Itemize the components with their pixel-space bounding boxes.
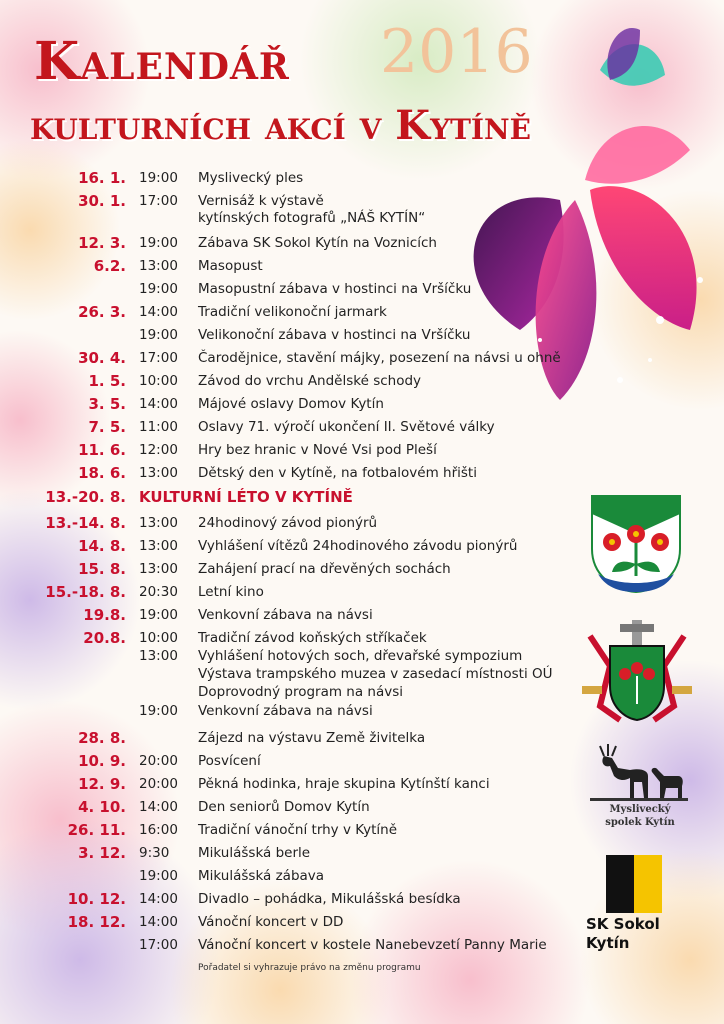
- event-time: 14:00: [139, 914, 178, 930]
- event-description: Myslivecký ples: [198, 170, 304, 186]
- event-time: 10:00: [139, 630, 178, 646]
- event-description: Dětský den v Kytíně, na fotbalovém hřišti: [198, 465, 477, 481]
- event-date: 14. 8.: [78, 537, 126, 555]
- event-description: Zájezd na výstavu Země živitelka: [198, 730, 426, 746]
- event-date: 4. 10.: [78, 798, 126, 816]
- event-description: Venkovní zábava na návsi: [198, 703, 373, 719]
- event-date: 13.-14. 8.: [45, 514, 126, 532]
- event-description: Doprovodný program na návsi: [198, 684, 404, 700]
- event-date: 30. 1.: [78, 192, 126, 210]
- event-date: 30. 4.: [78, 349, 126, 367]
- event-time: 17:00: [139, 350, 178, 366]
- hunters-club-name: [598, 803, 682, 829]
- event-description: Masopust: [198, 258, 263, 274]
- event-date: 18. 6.: [78, 464, 126, 482]
- event-description: Vánoční koncert v kostele Nanebevzetí Panny Marie: [198, 937, 547, 953]
- hunters-line2: spolek Kytín: [605, 817, 675, 828]
- event-time: 11:00: [139, 419, 178, 435]
- event-time: 13:00: [139, 258, 178, 274]
- event-time: 13:00: [139, 648, 178, 664]
- event-date: 20.8.: [83, 629, 126, 647]
- event-date: 10. 9.: [78, 752, 126, 770]
- event-date: 1. 5.: [88, 372, 126, 390]
- title-year: 2016: [380, 17, 533, 87]
- firefighters-emblem-icon: [580, 616, 694, 726]
- event-description: Hry bez hranic v Nové Vsi pod Pleší: [198, 442, 437, 458]
- sokol-line2: Kytín: [586, 934, 630, 952]
- deer-icon: [590, 742, 688, 802]
- event-description: Venkovní zábava na návsi: [198, 607, 373, 623]
- event-description: Vyhlášení vítězů 24hodinového závodu pionýrů: [198, 538, 518, 554]
- event-description: Výstava trampského muzea v zasedací místnosti OÚ: [198, 666, 553, 682]
- event-time: 20:00: [139, 776, 178, 792]
- event-description: Vernisáž k výstavě: [198, 193, 324, 209]
- event-description: Májové oslavy Domov Kytín: [198, 396, 384, 412]
- event-date: 7. 5.: [88, 418, 126, 436]
- event-time: 13:00: [139, 538, 178, 554]
- event-time: 13:00: [139, 515, 178, 531]
- event-description: Oslavy 71. výročí ukončení II. Světové války: [198, 419, 495, 435]
- event-time: 16:00: [139, 822, 178, 838]
- event-description: Masopustní zábava v hostinci na Vršíčku: [198, 281, 472, 297]
- event-time: 19:00: [139, 607, 178, 623]
- event-time: 19:00: [139, 703, 178, 719]
- summer-label: KULTURNÍ LÉTO V KYTÍNĚ: [139, 488, 353, 506]
- event-time: 19:00: [139, 281, 178, 297]
- event-description: 24hodinový závod pionýrů: [198, 515, 378, 531]
- event-description: Divadlo – pohádka, Mikulášská besídka: [198, 891, 461, 907]
- event-time: 10:00: [139, 373, 178, 389]
- disclaimer-note: Pořadatel si vyhrazuje právo na změnu programu: [198, 963, 421, 973]
- event-description: Velikonoční zábava v hostinci na Vršíčku: [198, 327, 471, 343]
- event-description: Tradiční vánoční trhy v Kytíně: [198, 822, 398, 838]
- event-time: 13:00: [139, 561, 178, 577]
- event-description: Vyhlášení hotových soch, dřevařské sympozium: [198, 648, 523, 664]
- event-date: 16. 1.: [78, 169, 126, 187]
- event-time: 14:00: [139, 891, 178, 907]
- event-description: Tradiční závod koňských stříkaček: [198, 630, 427, 646]
- event-time: 14:00: [139, 799, 178, 815]
- event-date: 3. 12.: [78, 844, 126, 862]
- event-description: Tradiční velikonoční jarmark: [198, 304, 387, 320]
- event-date: 12. 9.: [78, 775, 126, 793]
- event-description: Pěkná hodinka, hraje skupina Kytínští kanci: [198, 776, 490, 792]
- event-time: 12:00: [139, 442, 178, 458]
- event-date: 12. 3.: [78, 234, 126, 252]
- event-time: 20:00: [139, 753, 178, 769]
- event-date: 3. 5.: [88, 395, 126, 413]
- coat-of-arms-icon: [590, 494, 682, 594]
- event-description: Mikulášská zábava: [198, 868, 325, 884]
- event-description: Den seniorů Domov Kytín: [198, 799, 370, 815]
- event-date: 28. 8.: [78, 729, 126, 747]
- event-time: 19:00: [139, 170, 178, 186]
- event-date: 26. 3.: [78, 303, 126, 321]
- event-description: Zábava SK Sokol Kytín na Voznicích: [198, 235, 437, 251]
- event-time: 14:00: [139, 396, 178, 412]
- event-date: 15. 8.: [78, 560, 126, 578]
- event-description: Závod do vrchu Andělské schody: [198, 373, 422, 389]
- event-date: 10. 12.: [67, 890, 126, 908]
- title-calendar: Kalendář: [34, 31, 290, 92]
- event-description: Letní kino: [198, 584, 264, 600]
- sokol-flag-icon: [606, 855, 662, 913]
- event-time: 19:00: [139, 868, 178, 884]
- event-time: 17:00: [139, 193, 178, 209]
- event-date: 19.8.: [83, 606, 126, 624]
- summer-dates: 13.-20. 8.: [45, 488, 126, 506]
- event-date: 26. 11.: [67, 821, 126, 839]
- event-time: 9:30: [139, 845, 170, 861]
- sokol-line1: SK Sokol: [586, 915, 660, 933]
- event-time: 20:30: [139, 584, 178, 600]
- sokol-club-name: [586, 915, 660, 953]
- title-subtitle: kulturních akcí v Kytíně: [30, 102, 531, 149]
- event-time: 14:00: [139, 304, 178, 320]
- event-description: Vánoční koncert v DD: [198, 914, 344, 930]
- event-description: kytínských fotografů „NÁŠ KYTÍN“: [198, 210, 426, 226]
- event-date: 18. 12.: [67, 913, 126, 931]
- event-description: Čarodějnice, stavění májky, posezení na návsi u ohně: [198, 350, 561, 366]
- event-date: 15.-18. 8.: [45, 583, 126, 601]
- event-time: 19:00: [139, 235, 178, 251]
- event-description: Posvícení: [198, 753, 261, 769]
- hunters-line1: Myslivecký: [609, 804, 671, 815]
- event-description: Zahájení prací na dřevěných sochách: [198, 561, 451, 577]
- event-time: 19:00: [139, 327, 178, 343]
- event-description: Mikulášská berle: [198, 845, 311, 861]
- event-time: 13:00: [139, 465, 178, 481]
- event-time: 17:00: [139, 937, 178, 953]
- event-date: 11. 6.: [78, 441, 126, 459]
- event-date: 6.2.: [93, 257, 126, 275]
